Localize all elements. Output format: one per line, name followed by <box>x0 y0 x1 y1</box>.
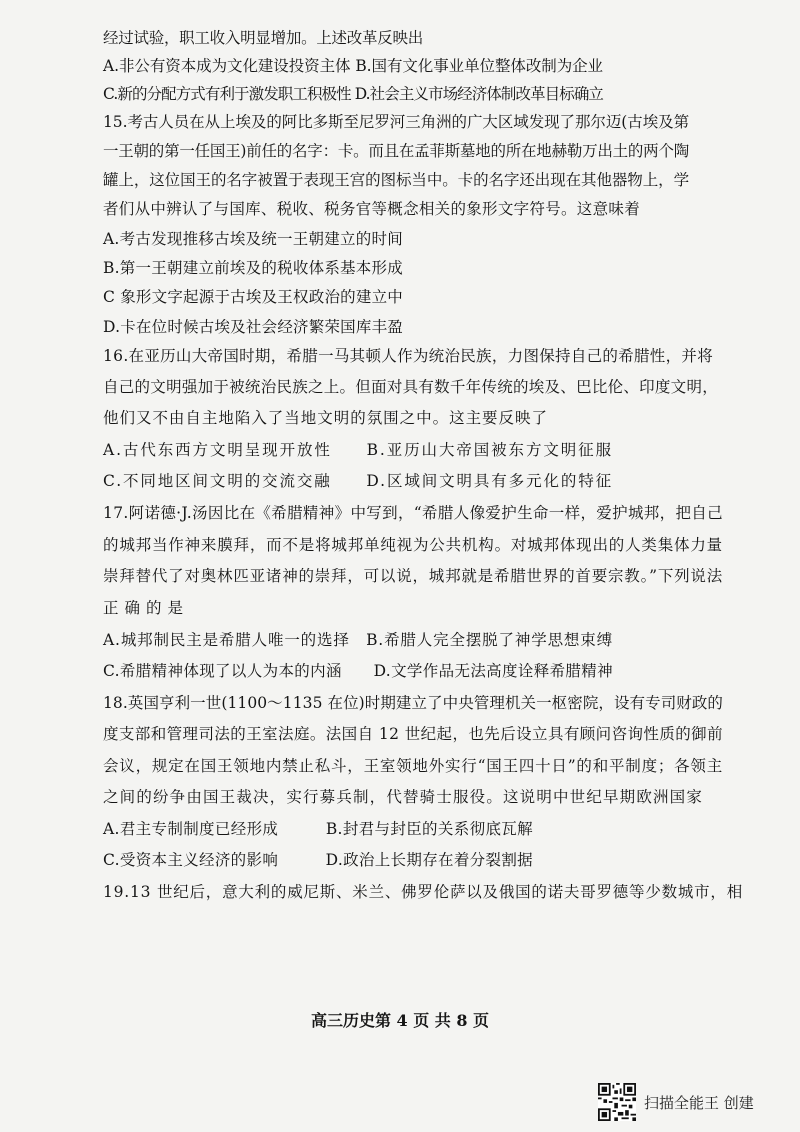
text-line: C 象形文字起源于古埃及王权政治的建立中 <box>103 288 403 306</box>
text-line: 15.考古人员在从上埃及的阿比多斯至尼罗河三角洲的广大区域发现了那尔迈(古埃及第 <box>103 113 689 131</box>
text-line: 会议，规定在国王领地内禁止私斗，王室领地外实行“国王四十日”的和平制度；各领主 <box>103 757 723 775</box>
text-line: 之间的纷争由国王裁决，实行募兵制，代替骑士服役。这说明中世纪早期欧洲国家 <box>103 788 703 806</box>
text-line: A.古代东西方文明呈现开放性 B.亚历山大帝国被东方文明征服 <box>103 441 613 459</box>
text-line: D.卡在位时候古埃及社会经济繁荣国库丰盈 <box>103 318 403 336</box>
text-line: 他们又不由自主地陷入了当地文明的氛围之中。这主要反映了 <box>103 409 548 427</box>
text-line: C.不同地区间文明的交流交融 D.区域间文明具有多元化的特征 <box>103 472 613 490</box>
text-line: B.第一王朝建立前埃及的税收体系基本形成 <box>103 259 403 277</box>
text-line: 17.阿诺德·J.汤因比在《希腊精神》中写到，“希腊人像爱护生命一样，爱护城邦，把自己 <box>103 504 723 522</box>
text-line: 崇拜替代了对奥林匹亚诸神的崇拜，可以说，城邦就是希腊世界的首要宗教。”下列说法 <box>103 567 723 585</box>
text-line: 19.13 世纪后，意大利的威尼斯、米兰、佛罗伦萨以及俄国的诺夫哥罗德等少数城市，相 <box>103 883 743 901</box>
page-footer: 高三历史第 4 页 共 8 页 <box>310 1011 490 1030</box>
text-line: 经过试验，职工收入明显增加。上述改革反映出 <box>103 29 423 47</box>
text-line: A.君主专制制度已经形成 B.封君与封臣的关系彻底瓦解 <box>103 820 533 838</box>
text-line: A.考古发现推移古埃及统一王朝建立的时间 <box>103 230 403 248</box>
text-line: 罐上，这位国王的名字被置于表现王宫的图标当中。卡的名字还出现在其他器物上，学 <box>103 171 689 189</box>
text-line: A.非公有资本成为文化建设投资主体 B.国有文化事业单位整体改制为企业 <box>103 57 603 75</box>
text-line: 度支部和管理司法的王室法庭。法国自 12 世纪起，也先后设立具有顾问咨询性质的御前 <box>103 725 723 743</box>
text-line: C.受资本主义经济的影响 D.政治上长期存在着分裂割据 <box>103 851 533 869</box>
scanner-brand-text: 扫描全能王 创建 <box>644 1093 754 1112</box>
text-line: A.城邦制民主是希腊人唯一的选择 B.希腊人完全摆脱了神学思想束缚 <box>103 631 613 649</box>
text-line: 16.在亚历山大帝国时期，希腊一马其顿人作为统治民族，力图保持自己的希腊性，并将 <box>103 347 713 365</box>
text-line: 一王朝的第一任国王)前任的名字：卡。而且在孟菲斯墓地的所在地赫勒万出土的两个陶 <box>103 142 689 160</box>
text-line: 自己的文明强加于被统治民族之上。但面对具有数千年传统的埃及、巴比伦、印度文明， <box>103 378 718 396</box>
text-line: C.新的分配方式有利于激发职工积极性 D.社会主义市场经济体制改革目标确立 <box>103 85 603 103</box>
text-line: 者们从中辨认了与国库、税收、税务官等概念相关的象形文字符号。这意味着 <box>103 200 640 218</box>
text-line: C.希腊精神体现了以人为本的内涵 D.文学作品无法高度诠释希腊精神 <box>103 662 613 680</box>
text-line: 正确的是 <box>103 599 190 617</box>
text-line: 18.英国亨利一世(1100～1135 在位)时期建立了中央管理机关一枢密院，设有专司财政的 <box>103 694 723 712</box>
text-line: 的城邦当作神来膜拜，而不是将城邦单纯视为公共机构。对城邦体现出的人类集体力量 <box>103 536 723 554</box>
qr-code-icon <box>598 1083 636 1121</box>
scanner-watermark <box>598 1082 754 1122</box>
